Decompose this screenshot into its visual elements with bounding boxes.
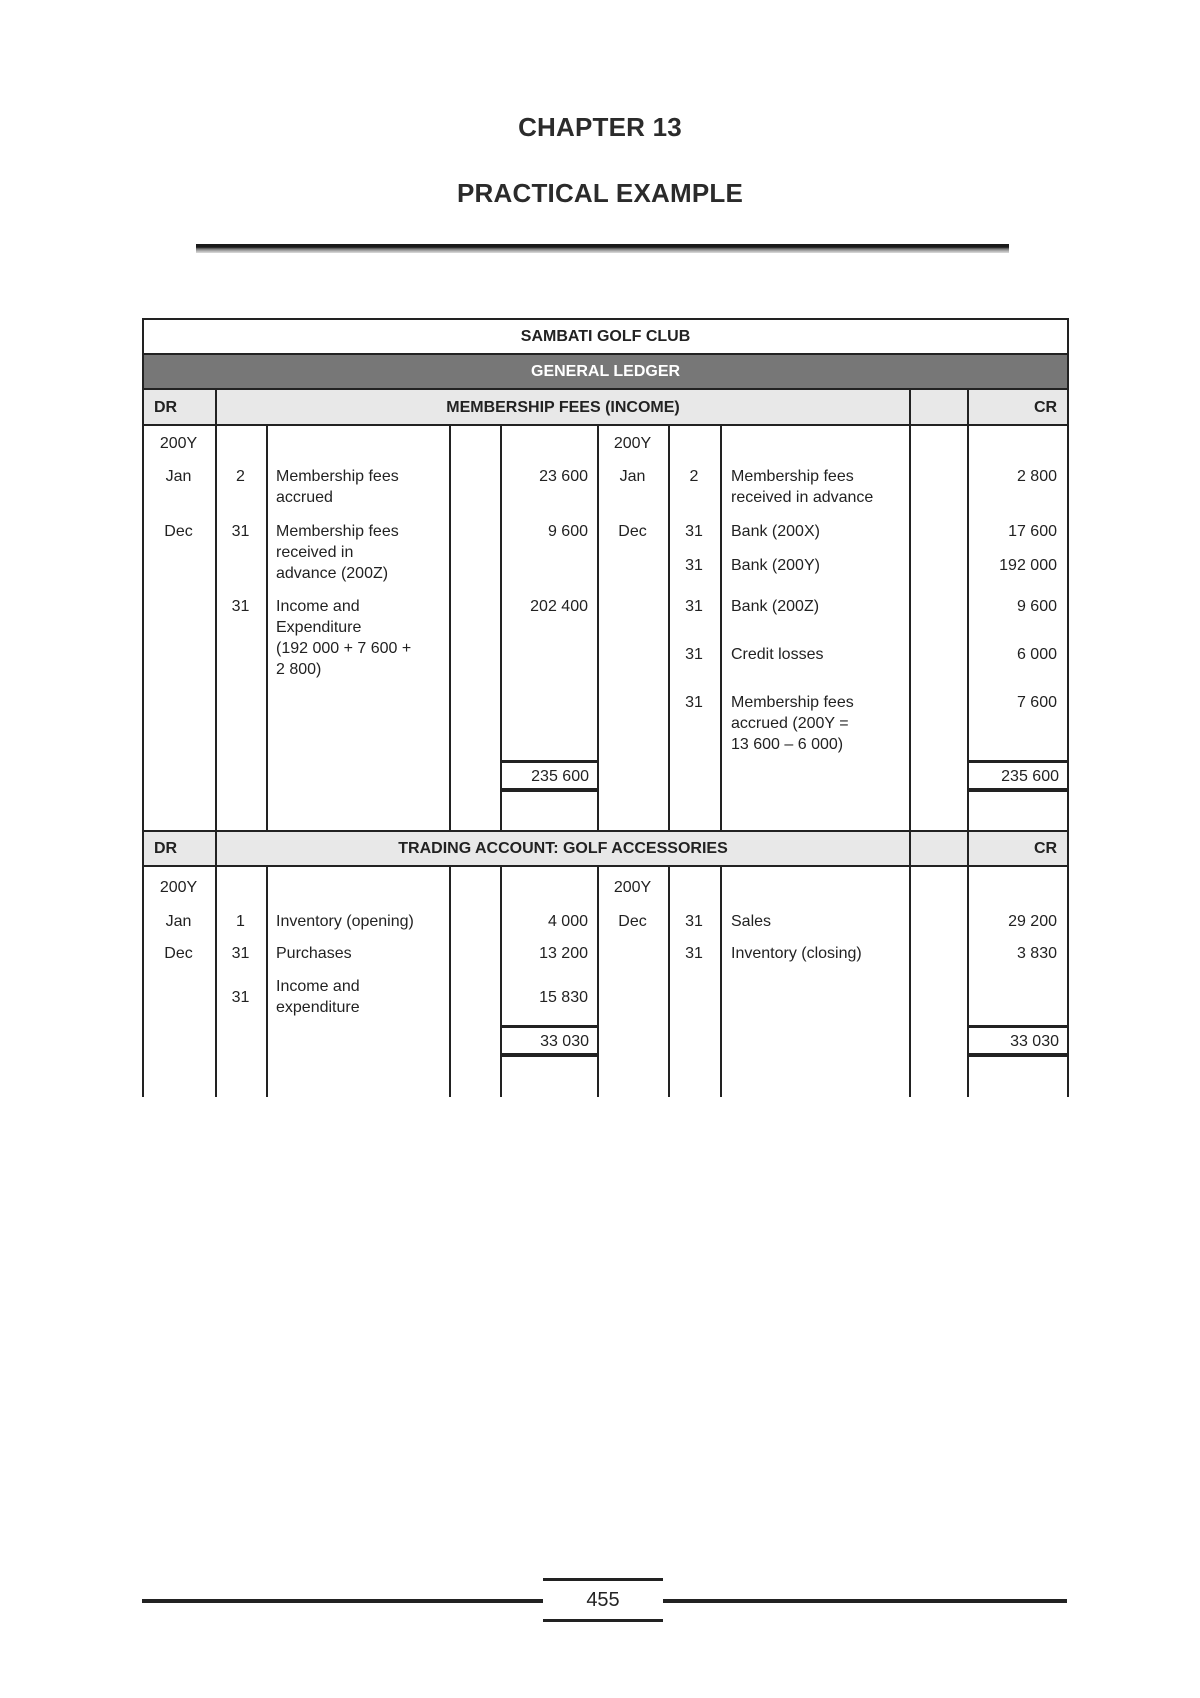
membership-dr-detail-3: Income and Expenditure (192 000 + 7 600 + 2 800) bbox=[276, 598, 412, 678]
membership-header-row bbox=[143, 389, 1068, 424]
membership-dr-year: 200Y bbox=[159, 435, 198, 452]
membership-cr-day-6: 31 bbox=[685, 694, 703, 711]
trading-cr-amount-1: 29 200 bbox=[1008, 913, 1057, 930]
membership-dr-month-2: Dec bbox=[164, 523, 193, 540]
membership-dr-detail-2: Membership fees received in advance (200Z) bbox=[276, 523, 399, 582]
membership-dr-month-1: Jan bbox=[165, 468, 192, 485]
trading-cr-day-1: 31 bbox=[685, 913, 703, 930]
trading-dr-amount-2: 13 200 bbox=[539, 945, 588, 962]
membership-cr-amount-5: 6 000 bbox=[1016, 646, 1057, 663]
membership-cr-day-5: 31 bbox=[685, 646, 703, 663]
membership-cr-month-1: Jan bbox=[619, 468, 646, 485]
membership-dr-total: 235 600 bbox=[500, 760, 597, 792]
trading-dr-day-1: 1 bbox=[236, 913, 245, 930]
membership-cr-amount-1: 2 800 bbox=[1016, 468, 1057, 485]
trading-dr-year: 200Y bbox=[159, 879, 198, 896]
trading-dr-detail-1: Inventory (opening) bbox=[276, 913, 414, 930]
membership-dr-amount-2: 9 600 bbox=[547, 523, 588, 540]
membership-cr-detail-2: Bank (200X) bbox=[731, 523, 820, 540]
trading-dr-month-1: Jan bbox=[165, 913, 192, 930]
dr-label: DR bbox=[143, 389, 216, 424]
membership-cr-day-1: 2 bbox=[689, 468, 699, 485]
membership-cr-detail-5: Credit losses bbox=[731, 646, 824, 663]
membership-cr-day-4: 31 bbox=[685, 598, 703, 615]
chapter-title: PRACTICAL EXAMPLE bbox=[456, 178, 744, 208]
membership-dr-day-1: 2 bbox=[236, 468, 245, 485]
membership-dr-amount-1: 23 600 bbox=[539, 468, 588, 485]
trading-dr-detail-2: Purchases bbox=[276, 945, 352, 962]
trading-dr-total: 33 030 bbox=[500, 1025, 597, 1057]
trading-header-row bbox=[143, 831, 1068, 866]
footer-rule-left bbox=[142, 1599, 543, 1603]
membership-cr-month-2: Dec bbox=[618, 523, 647, 540]
membership-cr-amount-3: 192 000 bbox=[999, 557, 1057, 574]
trading-dr-day-2: 31 bbox=[231, 945, 250, 962]
membership-cr-year: 200Y bbox=[613, 435, 652, 452]
title-divider bbox=[196, 244, 1009, 253]
membership-dr-day-3: 31 bbox=[231, 598, 250, 615]
membership-cr-detail-6: Membership fees accrued (200Y = 13 600 – 6 000) bbox=[731, 694, 854, 753]
trading-cr-total: 33 030 bbox=[967, 1025, 1067, 1057]
membership-account-title: MEMBERSHIP FEES (INCOME) bbox=[216, 389, 910, 424]
membership-dr-amount-3: 202 400 bbox=[530, 598, 588, 615]
membership-dr-detail-1: Membership fees accrued bbox=[276, 468, 399, 506]
trading-cr-year: 200Y bbox=[613, 879, 652, 896]
club-title: SAMBATI GOLF CLUB bbox=[143, 319, 1068, 354]
trading-dr-amount-3: 15 830 bbox=[539, 989, 588, 1006]
footer-rule-right bbox=[663, 1599, 1067, 1603]
trading-dr-day-3: 31 bbox=[231, 989, 250, 1006]
trading-cr-detail-1: Sales bbox=[731, 913, 772, 930]
ledger-title: GENERAL LEDGER bbox=[143, 354, 1068, 389]
membership-dr-day-2: 31 bbox=[231, 523, 250, 540]
membership-cr-detail-1: Membership fees received in advance bbox=[731, 468, 874, 506]
membership-cr-total: 235 600 bbox=[967, 760, 1067, 792]
trading-dr-month-2: Dec bbox=[164, 945, 193, 962]
membership-cr-day-2: 31 bbox=[685, 523, 703, 540]
trading-cr-day-2: 31 bbox=[685, 945, 703, 962]
cr-label: CR bbox=[968, 389, 1068, 424]
membership-cr-amount-4: 9 600 bbox=[1016, 598, 1057, 615]
trading-dr-amount-1: 4 000 bbox=[547, 913, 588, 930]
membership-cr-day-3: 31 bbox=[685, 557, 703, 574]
membership-cr-detail-4: Bank (200Z) bbox=[731, 598, 820, 615]
trading-cr-month-1: Dec bbox=[618, 913, 647, 930]
trading-cr-detail-2: Inventory (closing) bbox=[731, 945, 862, 962]
dr-label-2: DR bbox=[143, 831, 216, 866]
trading-cr-amount-2: 3 830 bbox=[1016, 945, 1057, 962]
page-number: 455 bbox=[543, 1578, 663, 1622]
cr-label-2: CR bbox=[968, 831, 1068, 866]
trading-dr-detail-3: Income and expenditure bbox=[276, 978, 360, 1016]
membership-cr-detail-3: Bank (200Y) bbox=[731, 557, 820, 574]
chapter-number: CHAPTER 13 bbox=[518, 112, 682, 142]
trading-account-title: TRADING ACCOUNT: GOLF ACCESSORIES bbox=[216, 831, 910, 866]
membership-cr-amount-6: 7 600 bbox=[1016, 694, 1057, 711]
membership-cr-amount-2: 17 600 bbox=[1008, 523, 1057, 540]
